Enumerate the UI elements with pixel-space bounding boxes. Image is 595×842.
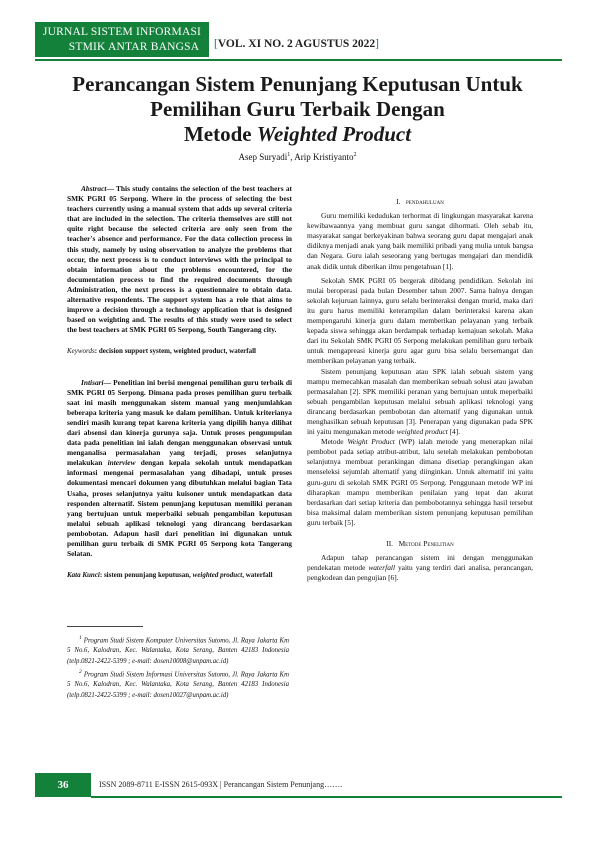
section-1-paragraph-2: Sekolah SMK PGRI 05 bergerak dibidang pendidikan. Sekolah ini mulai beroperasi pada bulan Desember tahun 2007. Sama halnya dengan sekolah kejuruan lainnya, guru selalu berinteraksi dengan murid, maka dari itu guru harus memiliki keterampilan dalam berinteraksi karena akan mempengaruhi kinerja guru dalam memberikan pelayanan yang terbaik kepada siswa sehingga akan berdampak terhadap kemajuan sekolah. Maka dari itu Sekolah SMK PGRI 05 Serpong melakukan pemilihan guru terbaik untuk mengapreasi kinerja guru agar guru bisa selalu bersemangat dan memberikan pelayanan yang terbaik. xyxy=(307,275,533,366)
title-line3 xyxy=(40,122,555,147)
author-2-sup: 2 xyxy=(353,152,357,158)
paper-title xyxy=(40,72,555,147)
footnotes xyxy=(67,633,289,701)
footnote-1-text: Program Studi Sistem Komputer Universitas Sutomo, Jl. Raya Jakarta Km 5 No.6, Kalodran, Kec. Walantaka, Kota Serang, Banten 42183 Indonesia (telp.0821-2422-5399 ; e-mail: dosen10008@unpam.ac.id) xyxy=(67,637,289,665)
kata-kunci-text-b: , waterfall xyxy=(242,571,273,580)
section-1-title: pendahuluan xyxy=(406,197,444,206)
journal-name-line1: JURNAL SISTEM INFORMASI xyxy=(42,26,202,38)
section-1-paragraph-4-italic: Weight Product xyxy=(347,437,395,447)
intisari-text-b: dengan kepala sekolah untuk mendapatkan informasi mengenai permasalahan yang dihadapi, untuk proses dokumentasi mencari dokumen yang dibutuhkan melalui bagian Tata Usaha, proses selanjutnya yaitu kuisoner untuk mendapatkan data responden alternatif. Sistem penunjang keputusan memiliki peranan yang bertujuan untuk meperbaiki sebuah pengambilan keputusan melalui sebuah aplikasi teknologi yang dirancang berdasarkan pembobotan. Adapun hasil dari penelitian ini digunakan untuk pemilihan guru terbaik di SMK PGRI 05 Serpong kota Tangerang Selatan. xyxy=(67,458,293,559)
right-column xyxy=(307,197,533,583)
keywords-text: : decision support system, weighted product, waterfall xyxy=(94,347,257,356)
intisari-text-italic: interview xyxy=(107,458,136,468)
volume-text: VOL. XI NO. 2 AGUSTUS 2022 xyxy=(217,38,376,50)
abstract xyxy=(67,184,292,335)
section-2-paragraph-1 xyxy=(307,553,533,583)
section-2-heading xyxy=(307,539,533,549)
title-line1: Perancangan Sistem Penunjang Keputusan Untuk xyxy=(72,72,523,96)
section-1-paragraph-3-italic: weighted product xyxy=(396,427,448,437)
author-1-sup: 1 xyxy=(287,152,291,158)
footer-rule xyxy=(91,796,562,798)
intisari xyxy=(67,378,292,560)
section-1-paragraph-4-a: Metode xyxy=(321,437,348,447)
kata-kunci xyxy=(67,570,292,580)
intisari-label: Intisari xyxy=(81,377,104,387)
section-1-heading xyxy=(307,197,533,207)
section-2-paragraph-1-a: Adapun tahap perancangan sistem ini dengan menggunakan pendekatan metode xyxy=(307,553,533,573)
page-number: 36 xyxy=(35,773,91,797)
section-1-number: I. xyxy=(396,197,401,206)
section-1-paragraph-3-a: Sistem penunjang keputusan atau SPK ialah sebuah sistem yang mampu memecahkan masalah dan memberikan sebuah solusi atau jawaban permasalahan [2]. SPK memiliki peranan yang bertujuan untuk meperbaiki sebuah pengambilan keputusan melalui sebuah aplikasi teknologi yang dirancang berdasarkan pembobotan dan alternatif yang digunakan untuk menghasilkan sebuah keputusan [3]. Penerapan yang digunakan pada SPK ini yaitu mengunakan metode xyxy=(307,366,533,437)
section-2-paragraph-1-b: yaitu yang terdiri dari analisa, perancangan, pengkodean dan pengujian [6]. xyxy=(307,563,533,583)
journal-name-block xyxy=(35,22,209,57)
journal-name-line2: STMIK ANTAR BANGSA xyxy=(68,41,200,53)
section-2-title: Metode Penelitian xyxy=(398,539,454,548)
footnote-2-sup: 2 xyxy=(79,668,82,675)
keywords-label: Keywords xyxy=(67,347,95,356)
keywords xyxy=(67,346,292,356)
volume-label: [VOL. XI NO. 2 AGUSTUS 2022] xyxy=(214,38,379,50)
author-list xyxy=(0,152,595,162)
kata-kunci-label: Kata Kunci xyxy=(67,571,100,580)
footnote-2-text: Program Studi Sistem Informasi Universitas Sutomo, Jl. Raya Jakarta Km 5 No.6, Kalodran, Kec. Walantaka, Kota Serang, Banten 42183 Indonesia (telp.0821-2422-5399 ; e-mail: dosen10027@unpam.ac.id) xyxy=(67,671,289,699)
abstract-label: Abstract xyxy=(81,184,107,193)
section-1-paragraph-1: Guru memiliki kedudukan terhormat di lingkungan masyarakat karena kewibawaannya yang membuat guru sangat dihormati. Oleh sebab itu, masyarakat sangat berkeyakinan bahwa seorang guru dapat mengajari anak didiknya menjadi anak yang baik memiliki pribadi yang mulia untuk bangsa dan Negara. Guru ialah seseorang yang bertugas mengajari dan mendidik anak didik untuk diberikan ilmu pengetahuan [1]. xyxy=(307,211,533,271)
section-2-number: II. xyxy=(386,539,394,548)
intisari-text-a: Penelitian ini berisi mengenai pemilihan guru terbaik di SMK PGRI 05 Serpong. Dimana pada proses pemilihan guru terbaik saat ini masih menggunakan sistem manual yang menjumlahkan beberapa kriteria yang masuk ke dalam pemilihan. Untuk kriterianya sendiri masih kurang tepat karena kriteria yang dipilih hanya dilihat dari absensi dan kinerja gurunya saja. Untuk proses pengumpulan data pada penelitian ini ialah dengan menggunakan observasi untuk menganalisa permasalahan yang terjadi, proses selanjutnya melakukan xyxy=(67,377,292,468)
left-column xyxy=(67,184,292,580)
footnote-1-sup: 1 xyxy=(79,635,82,641)
kata-kunci-text-italic: weighted product xyxy=(192,571,243,580)
section-1-paragraph-4-b: (WP) ialah metode yang menerapkan nilai pembobot pada setiap atribut-atribut, lalu setelah melakukan pembobotan selanjutnya membuat perankingan dimana disetiap perangkingan akan menseleksi sejumlah alternatif yang diinginkan. Untuk alternatif ini yaitu guru-guru di sekolah SMK PGRI 05 Serpong. Penggunaan metode WP ini diharapkan mampu memberikan penilaian yang tepat dan akurat berdasarkan dari setiap kriteria dan pembobotannya sehingga hasil tersebut bisa maksimal dalam memberikan sistem penunjang keputusan pemilihan guru terbaik [5]. xyxy=(307,437,533,527)
abstract-text: This study contains the selection of the best teachers at SMK PGRI 05 Serpong. Where in the process of selecting the best teachers currently using a manual system that adds up several criteria that are included in the selection. The criteria themselves are still not quite right because the selected criteria are only seen from the teacher's absence and performance. For the data collection process in this study, namely by using observation to analyze the problems that occur, the next process is to conduct interviews with the principal to obtain information about the problems encountered, for the documentation process to find the required documents through Administration, the next process is a questionnaire to obtain data. alternative respondents. The support system has a role that aims to improve a decision through a technology application that is designed based on weighting and. The results of this study were used to select the best teachers at SMK PGRI 05 Serpong, South Tangerang city. xyxy=(67,184,293,335)
abstract-dash: — xyxy=(106,184,116,193)
section-1-paragraph-3 xyxy=(307,367,533,438)
header-rule xyxy=(35,59,562,61)
title-line3-prefix: Metode xyxy=(183,122,257,146)
intisari-dash: — xyxy=(103,377,114,387)
author-1: Asep Suryadi xyxy=(238,152,288,162)
footer-text: ISSN 2089-8711 E-ISSN 2615-093X | Perancangan Sistem Penunjang……. xyxy=(99,780,343,789)
section-1-paragraph-4 xyxy=(307,437,533,528)
kata-kunci-text-a: : sistem penunjang keputusan, xyxy=(99,571,193,580)
section-2-paragraph-1-italic: waterfall xyxy=(368,563,396,573)
section-1-paragraph-3-b: [4]. xyxy=(447,427,461,437)
footnote-rule xyxy=(67,626,143,627)
author-2: Arip Kristiyanto xyxy=(294,152,354,162)
footnote-2 xyxy=(67,667,289,701)
title-line3-italic: Weighted Product xyxy=(256,122,412,146)
footnote-1 xyxy=(67,633,289,667)
title-line2: Pemilihan Guru Terbaik Dengan xyxy=(150,97,445,121)
author-separator: , xyxy=(290,152,295,162)
